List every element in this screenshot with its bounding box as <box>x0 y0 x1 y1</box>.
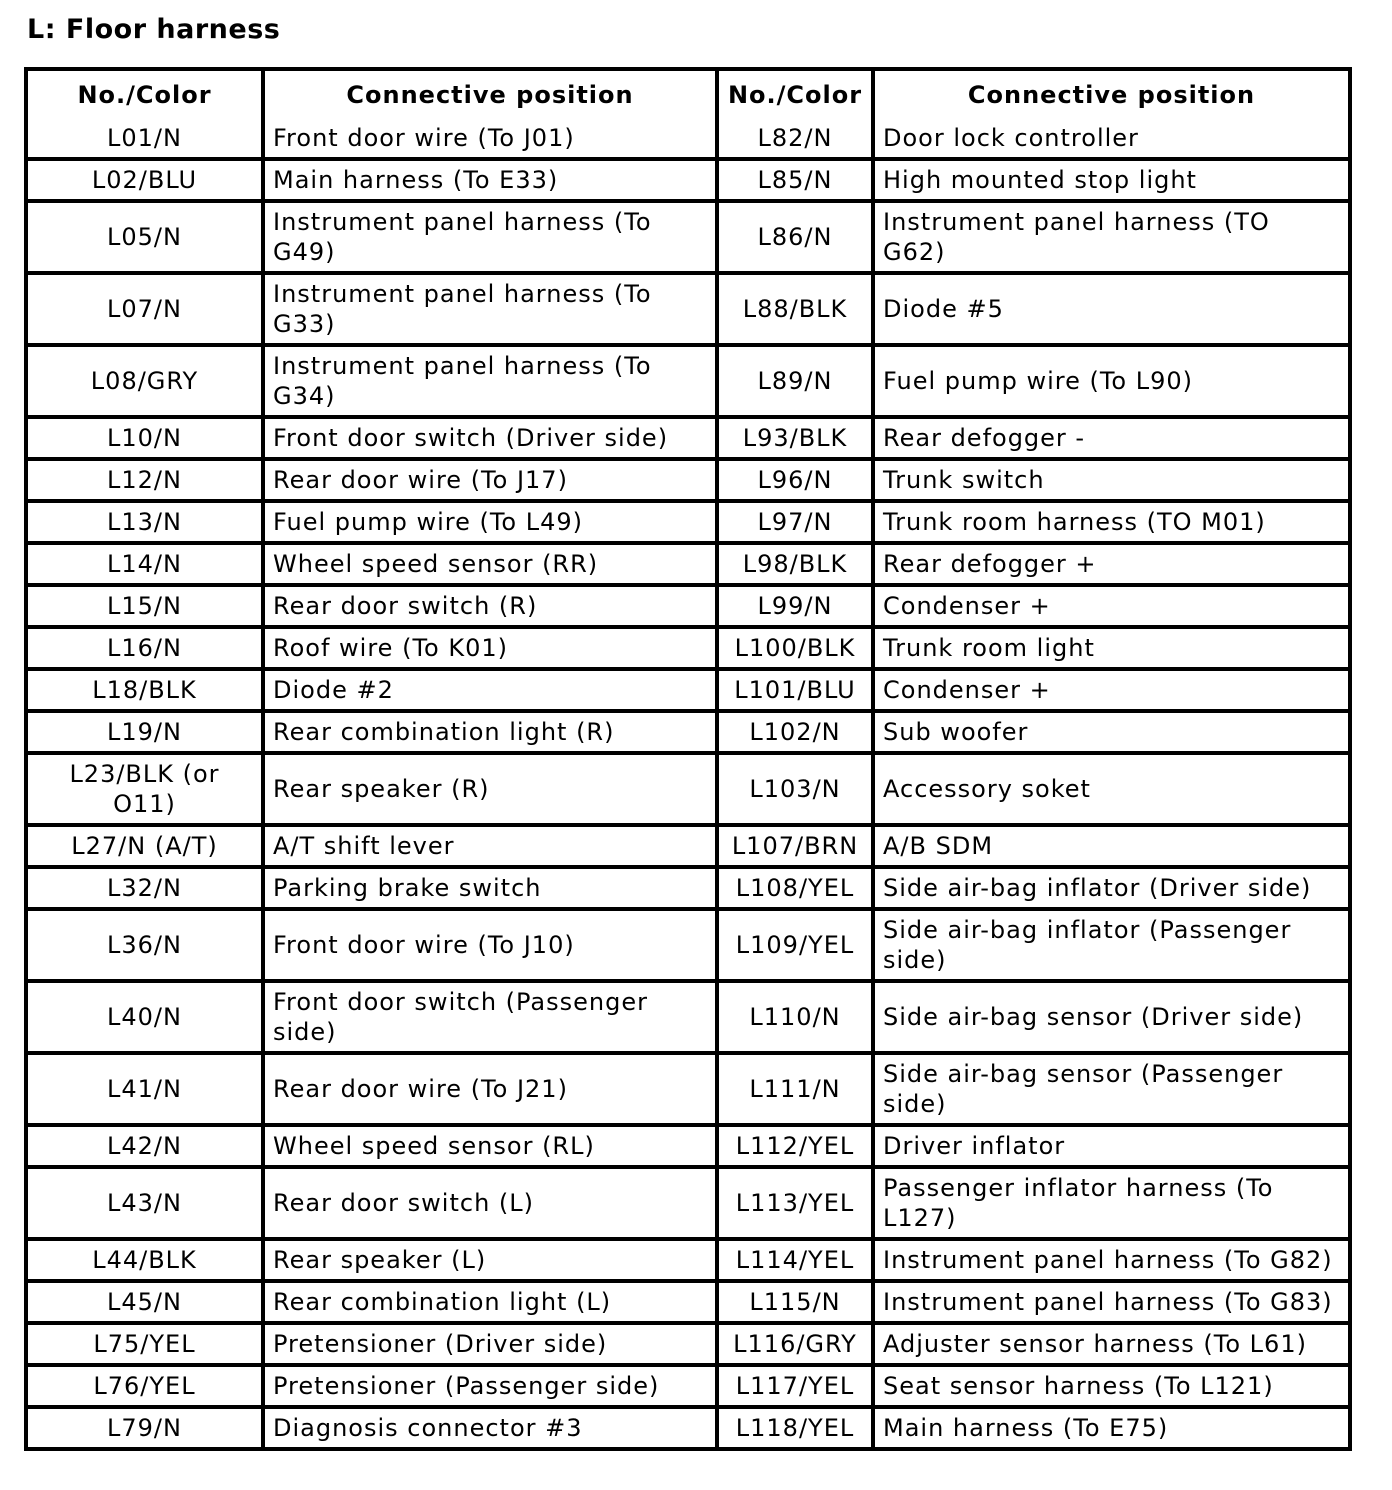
table-row <box>28 713 1348 755</box>
table-row <box>28 983 1348 1055</box>
connective-position-left: A/T shift lever <box>265 827 719 869</box>
header-row <box>28 71 1348 119</box>
connective-position-right: Accessory soket <box>875 755 1348 827</box>
connector-code-right: L85/N <box>719 161 875 203</box>
connector-code-left: L08/GRY <box>28 347 265 419</box>
connective-position-right: Trunk switch <box>875 461 1348 503</box>
connector-code-right: L113/YEL <box>719 1169 875 1241</box>
page-title: L: Floor harness <box>27 14 281 45</box>
table-row <box>28 1127 1348 1169</box>
connective-position-left: Pretensioner (Passenger side) <box>265 1367 719 1409</box>
connector-code-right: L102/N <box>719 713 875 755</box>
connective-position-right: Rear defogger + <box>875 545 1348 587</box>
table-row <box>28 1283 1348 1325</box>
connective-position-right: A/B SDM <box>875 827 1348 869</box>
table-row <box>28 1055 1348 1127</box>
table-row <box>28 1325 1348 1367</box>
table-body <box>28 119 1348 1447</box>
connective-position-left: Main harness (To E33) <box>265 161 719 203</box>
connective-position-right: Instrument panel harness (To G83) <box>875 1283 1348 1325</box>
connector-code-right: L101/BLU <box>719 671 875 713</box>
connective-position-left: Front door switch (Passenger side) <box>265 983 719 1055</box>
floor-harness-table <box>24 67 1352 1451</box>
connective-position-right: Condenser + <box>875 587 1348 629</box>
connective-position-left: Rear combination light (R) <box>265 713 719 755</box>
header-position-left: Connective position <box>265 71 719 119</box>
header-position-right: Connective position <box>967 81 1256 109</box>
connector-code-right: L111/N <box>719 1055 875 1127</box>
connective-position-left: Rear combination light (L) <box>265 1283 719 1325</box>
table-row <box>28 671 1348 713</box>
connector-code-left: L13/N <box>28 503 265 545</box>
connective-position-right: Rear defogger - <box>875 419 1348 461</box>
table-row <box>28 119 1348 161</box>
connective-position-right: High mounted stop light <box>875 161 1348 203</box>
connective-position-right: Diode #5 <box>875 275 1348 347</box>
connective-position-right: Sub woofer <box>875 713 1348 755</box>
connector-code-right: L82/N <box>719 119 875 161</box>
connective-position-right: Side air-bag sensor (Driver side) <box>875 983 1348 1055</box>
connector-code-right: L109/YEL <box>719 911 875 983</box>
connective-position-right: Trunk room harness (TO M01) <box>875 503 1348 545</box>
table-row <box>28 869 1348 911</box>
connector-code-right: L103/N <box>719 755 875 827</box>
connective-position-left: Instrument panel harness (To G33) <box>265 275 719 347</box>
connector-code-left: L40/N <box>28 983 265 1055</box>
connective-position-left: Front door wire (To J10) <box>265 911 719 983</box>
connector-code-left: L05/N <box>28 203 265 275</box>
connective-position-left: Rear door switch (L) <box>265 1169 719 1241</box>
table-row <box>28 461 1348 503</box>
connective-position-right: Door lock controller <box>875 119 1348 161</box>
table-row <box>28 1367 1348 1409</box>
table-row <box>28 587 1348 629</box>
connective-position-left: Front door switch (Driver side) <box>265 419 719 461</box>
connector-code-left: L43/N <box>28 1169 265 1241</box>
connector-code-right: L99/N <box>719 587 875 629</box>
connector-code-right: L100/BLK <box>719 629 875 671</box>
table-row <box>28 503 1348 545</box>
connector-code-right: L108/YEL <box>719 869 875 911</box>
connective-position-right: Adjuster sensor harness (To L61) <box>875 1325 1348 1367</box>
table-row <box>28 203 1348 275</box>
connector-code-right: L88/BLK <box>719 275 875 347</box>
connector-code-left: L27/N (A/T) <box>28 827 265 869</box>
header-no-color-right: No./Color <box>719 71 875 119</box>
header-no-color-left: No./Color <box>28 71 265 119</box>
connective-position-left: Rear door switch (R) <box>265 587 719 629</box>
connector-code-right: L112/YEL <box>719 1127 875 1169</box>
connector-code-right: L116/GRY <box>719 1325 875 1367</box>
connector-code-left: L36/N <box>28 911 265 983</box>
connective-position-right: Trunk room light <box>875 629 1348 671</box>
connector-code-right: L114/YEL <box>719 1241 875 1283</box>
table-row <box>28 347 1348 419</box>
connective-position-left: Diode #2 <box>265 671 719 713</box>
connective-position-left: Wheel speed sensor (RL) <box>265 1127 719 1169</box>
connector-code-right: L89/N <box>719 347 875 419</box>
connector-code-left: L16/N <box>28 629 265 671</box>
connector-code-left: L23/BLK (or O11) <box>28 755 265 827</box>
table-row <box>28 1169 1348 1241</box>
connective-position-left: Rear door wire (To J21) <box>265 1055 719 1127</box>
connective-position-left: Front door wire (To J01) <box>265 119 719 161</box>
connector-code-left: L18/BLK <box>28 671 265 713</box>
connective-position-right: Side air-bag inflator (Driver side) <box>875 869 1348 911</box>
connective-position-right: Condenser + <box>875 671 1348 713</box>
connective-position-right: Main harness (To E75) <box>883 1414 1169 1442</box>
connector-code-right: L110/N <box>719 983 875 1055</box>
connector-code-right: L98/BLK <box>719 545 875 587</box>
connector-code-right: L96/N <box>719 461 875 503</box>
table-row <box>28 1409 1348 1447</box>
table-row <box>28 545 1348 587</box>
connective-position-left: Roof wire (To K01) <box>265 629 719 671</box>
connector-code-right: L117/YEL <box>719 1367 875 1409</box>
connective-position-right: Instrument panel harness (To G82) <box>875 1241 1348 1283</box>
connector-code-left: L45/N <box>28 1283 265 1325</box>
connective-position-right: Driver inflator <box>875 1127 1348 1169</box>
connector-code-left: L44/BLK <box>28 1241 265 1283</box>
connective-position-left: Wheel speed sensor (RR) <box>265 545 719 587</box>
table-row <box>28 827 1348 869</box>
connector-code-right: L97/N <box>719 503 875 545</box>
connective-position-left: Rear speaker (R) <box>265 755 719 827</box>
connector-code-left: L12/N <box>28 461 265 503</box>
table-row <box>28 161 1348 203</box>
connective-position-left: Parking brake switch <box>265 869 719 911</box>
connective-position-left: Instrument panel harness (To G34) <box>265 347 719 419</box>
connective-position-left: Instrument panel harness (To G49) <box>265 203 719 275</box>
connective-position-right: Seat sensor harness (To L121) <box>875 1367 1348 1409</box>
connector-code-left: L02/BLU <box>28 161 265 203</box>
connector-code-right: L86/N <box>719 203 875 275</box>
connective-position-left: Diagnosis connector #3 <box>265 1409 719 1447</box>
connective-position-right: Passenger inflator harness (To L127) <box>875 1169 1348 1241</box>
connector-code-right: L118/YEL <box>719 1409 875 1447</box>
connective-position-left: Fuel pump wire (To L49) <box>265 503 719 545</box>
connector-code-right: L115/N <box>719 1283 875 1325</box>
table-row <box>28 1241 1348 1283</box>
connective-position-left: Rear door wire (To J17) <box>265 461 719 503</box>
table-row <box>28 755 1348 827</box>
table-row <box>28 275 1348 347</box>
connective-position-left: Pretensioner (Driver side) <box>265 1325 719 1367</box>
connector-code-left: L19/N <box>28 713 265 755</box>
connector-code-right: L93/BLK <box>719 419 875 461</box>
connector-code-left: L10/N <box>28 419 265 461</box>
connective-position-right: Side air-bag sensor (Passenger side) <box>875 1055 1348 1127</box>
connector-code-left: L01/N <box>28 119 265 161</box>
table-row <box>28 629 1348 671</box>
connective-position-right: Side air-bag inflator (Passenger side) <box>875 911 1348 983</box>
connector-code-left: L75/YEL <box>28 1325 265 1367</box>
connector-code-left: L79/N <box>28 1409 265 1447</box>
connective-position-right: Fuel pump wire (To L90) <box>875 347 1348 419</box>
connective-position-left: Rear speaker (L) <box>265 1241 719 1283</box>
connector-code-left: L42/N <box>28 1127 265 1169</box>
table-row <box>28 419 1348 461</box>
connector-code-left: L15/N <box>28 587 265 629</box>
connector-code-left: L14/N <box>28 545 265 587</box>
connective-position-right: Instrument panel harness (TO G62) <box>875 203 1348 275</box>
connector-code-left: L76/YEL <box>28 1367 265 1409</box>
connector-code-left: L07/N <box>28 275 265 347</box>
table-row <box>28 911 1348 983</box>
connector-code-left: L32/N <box>28 869 265 911</box>
connector-code-left: L41/N <box>28 1055 265 1127</box>
connector-code-right: L107/BRN <box>719 827 875 869</box>
